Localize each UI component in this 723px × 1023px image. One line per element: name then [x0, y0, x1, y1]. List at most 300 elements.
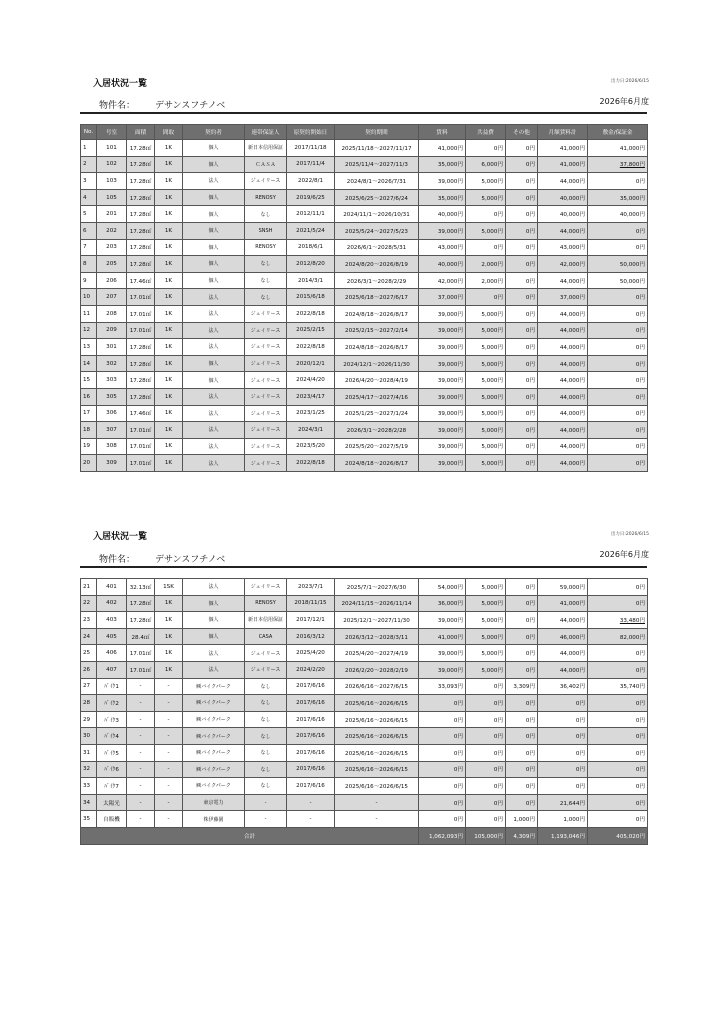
table-cell: 0円: [506, 156, 538, 173]
table-cell: ﾊﾞｲｸ5: [97, 744, 127, 761]
table-cell: 0円: [466, 711, 506, 728]
table-cell: 1K: [155, 272, 183, 289]
table-cell: 21: [81, 579, 97, 596]
table-cell: 0円: [419, 811, 466, 828]
report-month: 2026年6月度: [599, 97, 649, 106]
table-cell: 2012/8/20: [287, 256, 335, 273]
table-cell: 39,000円: [419, 438, 466, 455]
table-cell: ジェイリース: [245, 372, 287, 389]
table-cell: RENOSY: [245, 595, 287, 612]
table-cell: なし: [245, 728, 287, 745]
table-cell: 6: [81, 222, 97, 239]
table-cell: 0円: [506, 695, 538, 712]
table-cell: 2018/11/15: [287, 595, 335, 612]
table-cell: 2024/11/1～2026/10/31: [335, 206, 419, 223]
table-cell: 個人: [183, 156, 245, 173]
table-cell: ＣＡＳＡ: [245, 156, 287, 173]
table-cell: 0円: [506, 778, 538, 795]
table-cell: -: [155, 794, 183, 811]
table-cell: 43,000円: [538, 239, 588, 256]
table-cell: 1K: [155, 422, 183, 439]
table-cell: 0円: [538, 761, 588, 778]
table-cell: 2025/6/18～2027/6/17: [335, 289, 419, 306]
table-cell: 2025/6/16～2026/6/15: [335, 711, 419, 728]
table-cell: 17.46㎡: [127, 272, 155, 289]
table-cell: 39,000円: [419, 372, 466, 389]
table-cell: 2024/12/1～2026/11/30: [335, 355, 419, 372]
table-cell: 2024/8/18～2026/8/17: [335, 455, 419, 472]
table-cell: 17.01㎡: [127, 422, 155, 439]
table-cell: 1K: [155, 438, 183, 455]
table-cell: 17.46㎡: [127, 405, 155, 422]
table-cell: 1K: [155, 239, 183, 256]
table-cell: 50,000円: [588, 272, 648, 289]
table-cell: 0円: [466, 728, 506, 745]
table-cell: 41,000円: [419, 140, 466, 157]
table-cell: 0円: [506, 339, 538, 356]
table-cell: 2025/6/16～2026/6/15: [335, 744, 419, 761]
table-cell: 301: [97, 339, 127, 356]
table-cell: なし: [245, 711, 287, 728]
table-cell: -: [155, 744, 183, 761]
column-header: 連帯保証人: [245, 125, 287, 140]
table-cell: 2012/11/1: [287, 206, 335, 223]
table-cell: 44,000円: [538, 645, 588, 662]
table-cell: 5,000円: [466, 339, 506, 356]
total-monthly-total: 1,193,046円: [538, 827, 588, 844]
total-rent: 1,062,093円: [419, 827, 466, 844]
table-cell: 0円: [588, 322, 648, 339]
table-cell: 2024/8/20～2026/8/19: [335, 256, 419, 273]
table-row: [81, 645, 648, 662]
table-cell: 2024/3/1: [287, 422, 335, 439]
table-cell: 2021/5/24: [287, 222, 335, 239]
table-cell: 39,000円: [419, 455, 466, 472]
table-cell: ﾊﾞｲｸ3: [97, 711, 127, 728]
table-cell: 0円: [588, 811, 648, 828]
table-row: [81, 728, 648, 745]
table-cell: 309: [97, 455, 127, 472]
property-name: デサンスフチノベ: [155, 101, 226, 111]
table-cell: -: [127, 744, 155, 761]
table-cell: 0円: [466, 761, 506, 778]
table-cell: -: [127, 711, 155, 728]
table-cell: 株伊藤園: [183, 811, 245, 828]
table-row: [81, 794, 648, 811]
table-cell: ジェイリース: [245, 355, 287, 372]
table-cell: 個人: [183, 239, 245, 256]
table-cell: 2018/6/1: [287, 239, 335, 256]
table-cell: 5,000円: [466, 422, 506, 439]
table-cell: 17.28㎡: [127, 140, 155, 157]
table-cell: -: [335, 811, 419, 828]
table-cell: 2024/2/20: [287, 661, 335, 678]
table-cell: 法人: [183, 422, 245, 439]
table-row: [81, 579, 648, 596]
table-cell: 2017/11/18: [287, 140, 335, 157]
table-cell: 1K: [155, 173, 183, 190]
table-row: [81, 761, 648, 778]
table-cell: SNSH: [245, 222, 287, 239]
table-cell: なし: [245, 678, 287, 695]
table-cell: 2023/1/25: [287, 405, 335, 422]
table-row: [81, 612, 648, 629]
table-cell: 5,000円: [466, 322, 506, 339]
table-cell: 0円: [588, 372, 648, 389]
table-cell: 6,000円: [466, 156, 506, 173]
output-date: 出力日:2026/6/15: [610, 79, 649, 84]
table-cell: 2017/6/16: [287, 711, 335, 728]
table-cell: 34: [81, 794, 97, 811]
table-cell: 2025/4/20～2027/4/19: [335, 645, 419, 662]
table-cell: 17.28㎡: [127, 372, 155, 389]
table-cell: 0円: [506, 761, 538, 778]
table-cell: 308: [97, 438, 127, 455]
table-cell: 7: [81, 239, 97, 256]
table-cell: なし: [245, 778, 287, 795]
table-cell: 0円: [588, 778, 648, 795]
table-cell: 0円: [466, 744, 506, 761]
table-cell: 個人: [183, 372, 245, 389]
table-cell: 1K: [155, 339, 183, 356]
table-cell: -: [127, 794, 155, 811]
table-cell: -: [155, 728, 183, 745]
table-cell: 0円: [466, 206, 506, 223]
table-cell: 1K: [155, 206, 183, 223]
table-cell: 2022/8/18: [287, 455, 335, 472]
table-cell: なし: [245, 761, 287, 778]
table-cell: 2022/8/18: [287, 305, 335, 322]
table-cell: 0円: [588, 595, 648, 612]
table-cell: 27: [81, 678, 97, 695]
table-cell: 205: [97, 256, 127, 273]
table-cell: 35,000円: [419, 189, 466, 206]
table-cell: 5,000円: [466, 405, 506, 422]
table-cell: -: [127, 761, 155, 778]
table-cell: 0円: [419, 761, 466, 778]
table-cell: 3,309円: [506, 678, 538, 695]
table-cell: 403: [97, 612, 127, 629]
table-cell: 2023/5/20: [287, 438, 335, 455]
table-cell: 2019/6/25: [287, 189, 335, 206]
table-cell: 0円: [588, 405, 648, 422]
table-cell: 42,000円: [538, 256, 588, 273]
column-header: 共益費: [466, 125, 506, 140]
table-cell: 個人: [183, 355, 245, 372]
table-cell: 新日本信用保証: [245, 612, 287, 629]
table-cell: 2024/8/1～2026/7/31: [335, 173, 419, 190]
table-row: [81, 678, 648, 695]
table-cell: 36,402円: [538, 678, 588, 695]
table-cell: 17.01㎡: [127, 455, 155, 472]
table-cell: 44,000円: [538, 388, 588, 405]
table-cell: 9: [81, 272, 97, 289]
table-cell: 54,000円: [419, 579, 466, 596]
table-cell: 0円: [466, 695, 506, 712]
table-cell: 39,000円: [419, 422, 466, 439]
table-cell: 0円: [588, 761, 648, 778]
table-cell: 2026/3/12～2028/3/11: [335, 628, 419, 645]
table-cell: 2025/6/16～2026/6/15: [335, 761, 419, 778]
table-cell: 0円: [506, 173, 538, 190]
table-cell: 2025/2/15: [287, 322, 335, 339]
table-cell: なし: [245, 289, 287, 306]
table-cell: 21,644円: [538, 794, 588, 811]
table-cell: 23: [81, 612, 97, 629]
table-cell: 41,000円: [538, 140, 588, 157]
table-cell: 0円: [538, 778, 588, 795]
table-cell: 0円: [506, 256, 538, 273]
table-cell: 個人: [183, 595, 245, 612]
table-cell: 40,000円: [588, 206, 648, 223]
table-cell: RENOSY: [245, 239, 287, 256]
table-cell: 0円: [506, 595, 538, 612]
table-cell: 41,000円: [419, 628, 466, 645]
table-cell: 1K: [155, 372, 183, 389]
column-header: 号室: [97, 125, 127, 140]
table-cell: 2025/6/16～2026/6/15: [335, 695, 419, 712]
table-cell: 5,000円: [466, 628, 506, 645]
table-cell: 0円: [419, 711, 466, 728]
table-cell: 2025/1/25～2027/1/24: [335, 405, 419, 422]
table-cell: 39,000円: [419, 355, 466, 372]
table-cell: 18: [81, 422, 97, 439]
table-cell: 102: [97, 156, 127, 173]
table-cell: ㈱バイクパーク: [183, 728, 245, 745]
table-cell: 2023/7/1: [287, 579, 335, 596]
table-cell: 2026/3/1～2028/2/29: [335, 272, 419, 289]
table-cell: 1K: [155, 628, 183, 645]
table-cell: 40,000円: [538, 189, 588, 206]
table-cell: 39,000円: [419, 173, 466, 190]
table-cell: 2025/7/1～2027/6/30: [335, 579, 419, 596]
table-cell: 41,000円: [538, 156, 588, 173]
table-cell: ㈱バイクパーク: [183, 678, 245, 695]
table-cell: -: [127, 778, 155, 795]
property-label: 物件名：: [99, 101, 136, 111]
table-cell: なし: [245, 744, 287, 761]
table-cell: 2025/6/25～2027/6/24: [335, 189, 419, 206]
table-cell: ジェイリース: [245, 661, 287, 678]
table-cell: 個人: [183, 272, 245, 289]
table-cell: -: [335, 794, 419, 811]
table-row: [81, 628, 648, 645]
table-cell: 202: [97, 222, 127, 239]
table-cell: 44,000円: [538, 405, 588, 422]
table-cell: 5,000円: [466, 372, 506, 389]
table-cell: ジェイリース: [245, 322, 287, 339]
table-cell: 11: [81, 305, 97, 322]
table-cell: 2025/5/24～2027/5/23: [335, 222, 419, 239]
table-cell: 5,000円: [466, 189, 506, 206]
table-cell: 0円: [588, 455, 648, 472]
table-cell: 2,000円: [466, 272, 506, 289]
table-cell: 2025/6/16～2026/6/15: [335, 728, 419, 745]
table-cell: 0円: [419, 744, 466, 761]
table-cell: 39,000円: [419, 339, 466, 356]
table-cell: 35,000円: [588, 189, 648, 206]
table-row: [81, 744, 648, 761]
table-cell: 法人: [183, 322, 245, 339]
table-cell: 1K: [155, 140, 183, 157]
table-cell: 1: [81, 140, 97, 157]
table-row: [81, 778, 648, 795]
table-cell: 59,000円: [538, 579, 588, 596]
table-cell: 2015/6/18: [287, 289, 335, 306]
table-cell: 0円: [506, 728, 538, 745]
table-cell: 17: [81, 405, 97, 422]
table-cell: 法人: [183, 305, 245, 322]
table-cell: ジェイリース: [245, 438, 287, 455]
table-cell: 35,740円: [588, 678, 648, 695]
table-cell: 33,480円: [588, 612, 648, 629]
table-cell: 2026/2/20～2028/2/19: [335, 661, 419, 678]
table-cell: 法人: [183, 579, 245, 596]
table-cell: 0円: [588, 695, 648, 712]
report-month: 2026年6月度: [599, 550, 649, 559]
table-cell: 法人: [183, 661, 245, 678]
table-cell: 39,000円: [419, 661, 466, 678]
table-cell: -: [245, 794, 287, 811]
table-cell: 10: [81, 289, 97, 306]
table-cell: 1K: [155, 189, 183, 206]
table-cell: 1K: [155, 289, 183, 306]
table-cell: 40,000円: [419, 206, 466, 223]
table-cell: 0円: [506, 239, 538, 256]
table-cell: 0円: [588, 355, 648, 372]
table-cell: 1,000円: [538, 811, 588, 828]
table-cell: 2014/3/1: [287, 272, 335, 289]
table-cell: ジェイリース: [245, 305, 287, 322]
doc-title: 入居状況一覧: [93, 532, 148, 542]
table-cell: 太陽光: [97, 794, 127, 811]
table-cell: 自販機: [97, 811, 127, 828]
table-cell: 1K: [155, 612, 183, 629]
table-cell: 31: [81, 744, 97, 761]
table-cell: 2026/3/1～2028/2/28: [335, 422, 419, 439]
table-cell: 16: [81, 388, 97, 405]
table-cell: 0円: [538, 744, 588, 761]
table-cell: 14: [81, 355, 97, 372]
table-cell: 201: [97, 206, 127, 223]
table-cell: 50,000円: [588, 256, 648, 273]
table-cell: 101: [97, 140, 127, 157]
table-cell: -: [245, 811, 287, 828]
table-cell: 17.28㎡: [127, 239, 155, 256]
table-cell: 1,000円: [506, 811, 538, 828]
table-cell: 22: [81, 595, 97, 612]
table-cell: 0円: [588, 388, 648, 405]
table-cell: -: [155, 695, 183, 712]
table-cell: 5,000円: [466, 222, 506, 239]
table-cell: 303: [97, 372, 127, 389]
table-cell: ﾊﾞｲｸ6: [97, 761, 127, 778]
table-cell: 302: [97, 355, 127, 372]
total-common: 105,000円: [466, 827, 506, 844]
table-cell: 1K: [155, 305, 183, 322]
table-cell: 2024/8/18～2026/8/17: [335, 305, 419, 322]
table-cell: 44,000円: [538, 612, 588, 629]
table-cell: 0円: [506, 272, 538, 289]
table-cell: 2016/3/12: [287, 628, 335, 645]
table-cell: 0円: [506, 189, 538, 206]
table-cell: 2026/6/16～2027/6/15: [335, 678, 419, 695]
table-cell: ﾊﾞｲｸ2: [97, 695, 127, 712]
table-cell: 法人: [183, 645, 245, 662]
column-header: 契約期間: [335, 125, 419, 140]
table-cell: 17.28㎡: [127, 339, 155, 356]
table-cell: -: [287, 794, 335, 811]
column-header: No.: [81, 125, 97, 140]
table-cell: 0円: [506, 438, 538, 455]
table-cell: 40,000円: [538, 206, 588, 223]
table-cell: 8: [81, 256, 97, 273]
table-cell: 39,000円: [419, 405, 466, 422]
table-cell: 407: [97, 661, 127, 678]
table-cell: 2,000円: [466, 256, 506, 273]
table-cell: 2026/4/20～2028/4/19: [335, 372, 419, 389]
table-row: [81, 661, 648, 678]
table-cell: 306: [97, 405, 127, 422]
table-cell: 208: [97, 305, 127, 322]
table-cell: -: [127, 728, 155, 745]
table-cell: ジェイリース: [245, 455, 287, 472]
table-cell: 0円: [466, 678, 506, 695]
table-cell: 17.28㎡: [127, 189, 155, 206]
table-cell: 2017/12/1: [287, 612, 335, 629]
table-cell: 法人: [183, 173, 245, 190]
table-cell: 0円: [506, 289, 538, 306]
table-cell: ジェイリース: [245, 579, 287, 596]
table-cell: 法人: [183, 289, 245, 306]
table-cell: 0円: [588, 239, 648, 256]
table-cell: 43,000円: [419, 239, 466, 256]
table-cell: 44,000円: [538, 305, 588, 322]
table-cell: 1K: [155, 661, 183, 678]
table-cell: 1K: [155, 595, 183, 612]
occupancy-table-2: [80, 578, 648, 845]
table-cell: 2024/4/20: [287, 372, 335, 389]
table-cell: 0円: [588, 744, 648, 761]
table-cell: 0円: [506, 455, 538, 472]
table-cell: 17.28㎡: [127, 206, 155, 223]
table-cell: 5,000円: [466, 173, 506, 190]
table-cell: 206: [97, 272, 127, 289]
table-cell: なし: [245, 695, 287, 712]
table-cell: 0円: [419, 794, 466, 811]
table-cell: 17.28㎡: [127, 173, 155, 190]
table-cell: ﾊﾞｲｸ1: [97, 678, 127, 695]
table-cell: 5,000円: [466, 579, 506, 596]
table-cell: 法人: [183, 388, 245, 405]
table-cell: 0円: [588, 579, 648, 596]
table-cell: 17.01㎡: [127, 438, 155, 455]
column-header: 面積: [127, 125, 155, 140]
table-cell: 25: [81, 645, 97, 662]
table-cell: 1SK: [155, 579, 183, 596]
table-cell: 1K: [155, 222, 183, 239]
table-cell: 0円: [588, 661, 648, 678]
table-cell: 2024/8/18～2026/8/17: [335, 339, 419, 356]
table-cell: 5,000円: [466, 305, 506, 322]
table-cell: 44,000円: [538, 422, 588, 439]
table-cell: 2025/5/20～2027/5/19: [335, 438, 419, 455]
table-cell: 法人: [183, 339, 245, 356]
table-cell: 1K: [155, 388, 183, 405]
table-cell: 17.01㎡: [127, 322, 155, 339]
table-cell: 1K: [155, 322, 183, 339]
table-cell: 17.28㎡: [127, 222, 155, 239]
